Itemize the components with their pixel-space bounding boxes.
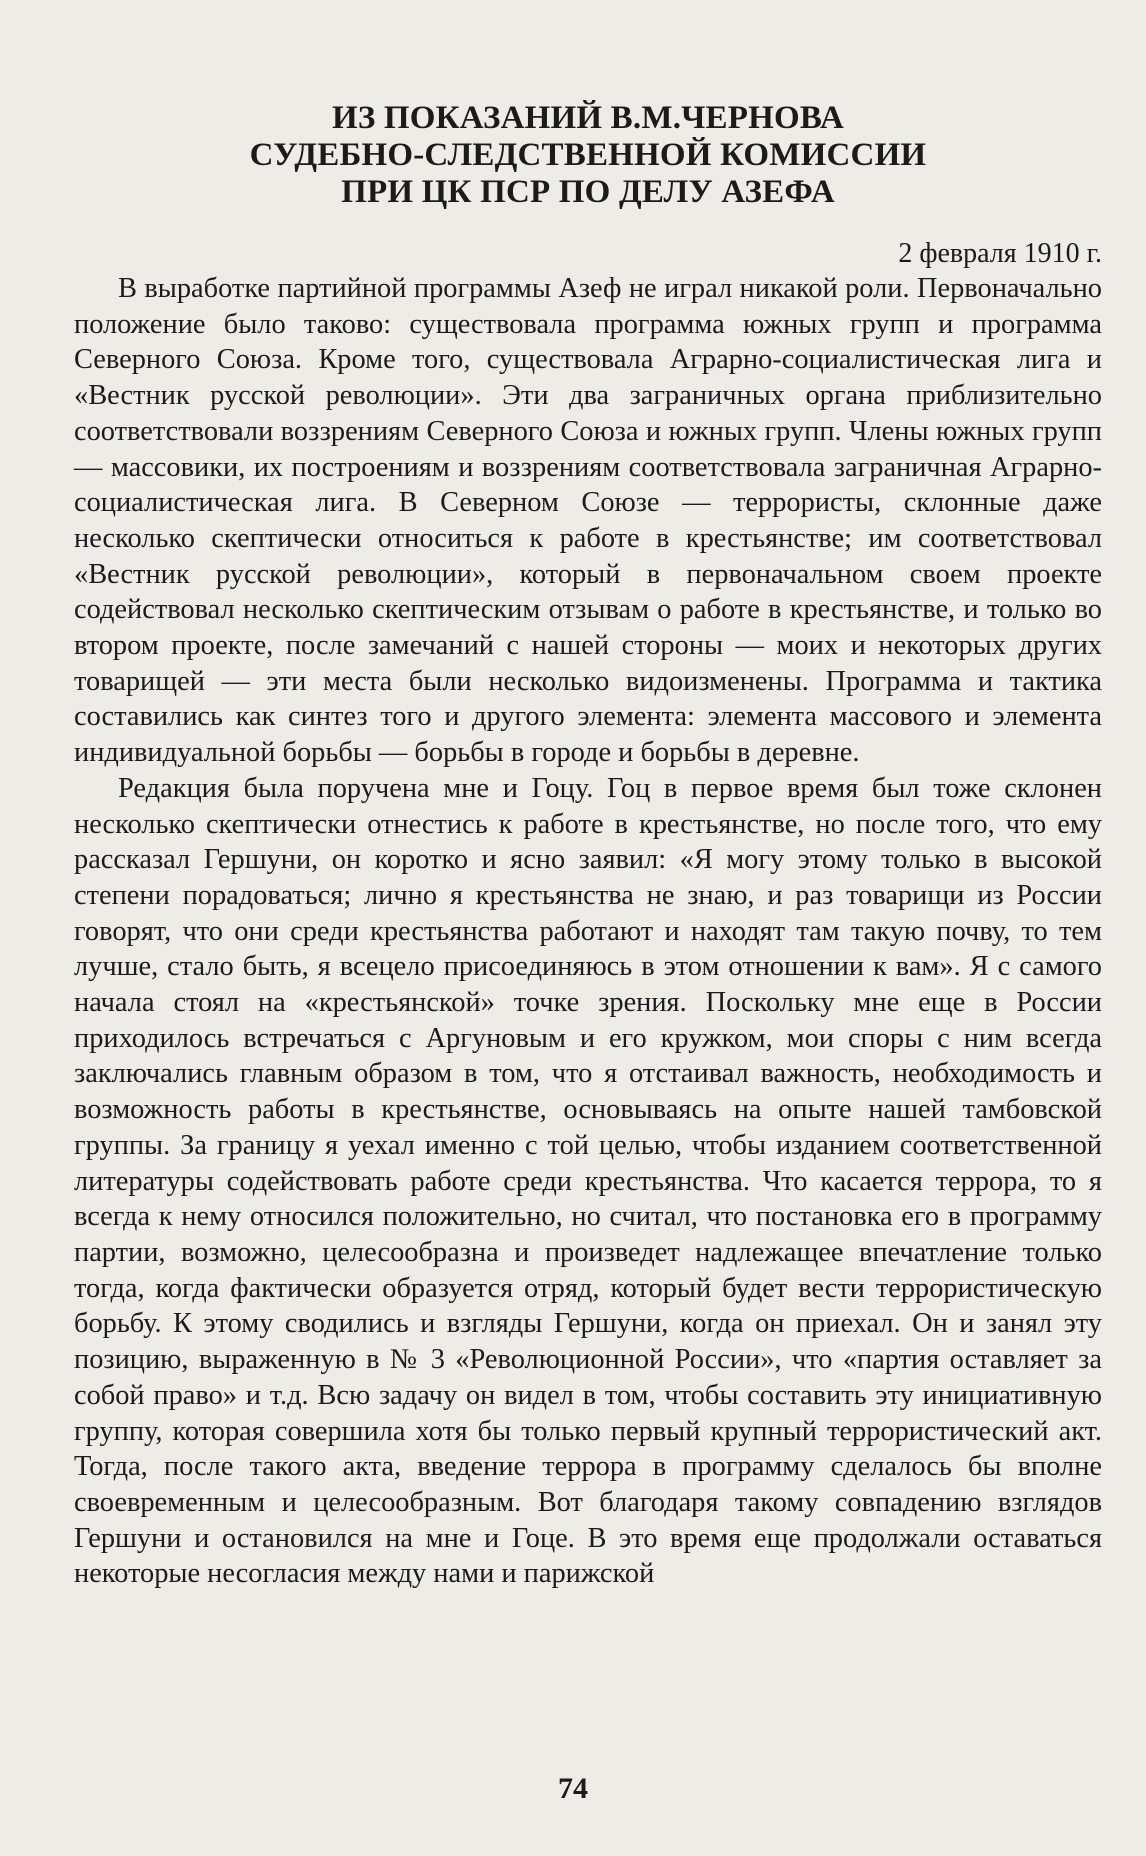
- document-title: [74, 100, 1102, 211]
- page-number: 74: [558, 1772, 588, 1805]
- document-body: [74, 271, 1102, 1592]
- document-date: 2 февраля 1910 г.: [898, 238, 1102, 269]
- paragraph-2: Редакция была поручена мне и Гоцу. Гоц в первое время был тоже склонен несколько скептически отнестись к работе в крестьянстве, но после того, что ему рассказал Гершуни, он коротко и ясно заявил: «Я могу этому только в высокой степени порадоваться; лично я крестьянства не знаю, и раз товарищи из России говорят, что они среди крестьянства работают и находят там такую почву, то тем лучше, стало быть, я всецело присоединяюсь в этом отношении к вам». Я с самого начала стоял на «крестьянской» точке зрения. Поскольку мне еще в России приходилось встречаться с Аргуновым и его кружком, мои споры с ним всегда заключались главным образом в том, что я отстаивал важность, необходимость и возможность работы в крестьянстве, основываясь на опыте нашей тамбовской группы. За границу я уехал именно с той целью, чтобы изданием соответственной литературы содействовать работе среди крестьянства. Что касается террора, то я всегда к нему относился положительно, но считал, что постановка его в программу партии, возможно, целесообразна и произведет надлежащее впечатление только тогда, когда фактически образуется отряд, который будет вести террористическую борьбу. К этому сводились и взгляды Гершуни, когда он приехал. Он и занял эту позицию, выраженную в № 3 «Революционной России», что «партия оставляет за собой право» и т.д. Всю задачу он видел в том, чтобы составить эту инициативную группу, которая совершила хотя бы только первый крупный террористический акт. Тогда, после такого акта, введение террора в программу сделалось бы вполне своевременным и целесообразным. Вот благодаря такому совпадению взглядов Гершуни и остановился на мне и Гоце. В это время еще продолжали оставаться некоторые несогласия между нами и парижской: [74, 772, 1102, 1590]
- document-page: [74, 100, 1102, 1592]
- title-line-3: ПРИ ЦК ПСР ПО ДЕЛУ АЗЕФА: [341, 174, 835, 210]
- title-line-1: ИЗ ПОКАЗАНИЙ В.М.ЧЕРНОВА: [331, 100, 845, 136]
- title-line-2: СУДЕБНО-СЛЕДСТВЕННОЙ КОМИССИИ: [249, 137, 927, 173]
- paragraph-1: В выработке партийной программы Азеф не играл никакой роли. Первоначально положение было таково: существовала программа южных групп и программа Северного Союза. Кроме того, существовала Аграрно-социалистическая лига и «Вестник русской революции». Эти два заграничных органа приблизительно соответствовали воззрениям Северного Союза и южных групп. Члены южных групп — массовики, их построениям и воззрениям соответствовала заграничная Аграрно-социалистическая лига. В Северном Союзе — террористы, склонные даже несколько скептически относиться к работе в крестьянстве; им соответствовал «Вестник русской революции», который в первоначальном своем проекте содействовал несколько скептическим отзывам о работе в крестьянстве, и только во втором проекте, после замечаний с нашей стороны — моих и некоторых других товарищей — эти места были несколько видоизменены. Программа и тактика составились как синтез того и другого элемента: элемента массового и элемента индивидуальной борьбы — борьбы в городе и борьбы в деревне.: [74, 273, 1102, 769]
